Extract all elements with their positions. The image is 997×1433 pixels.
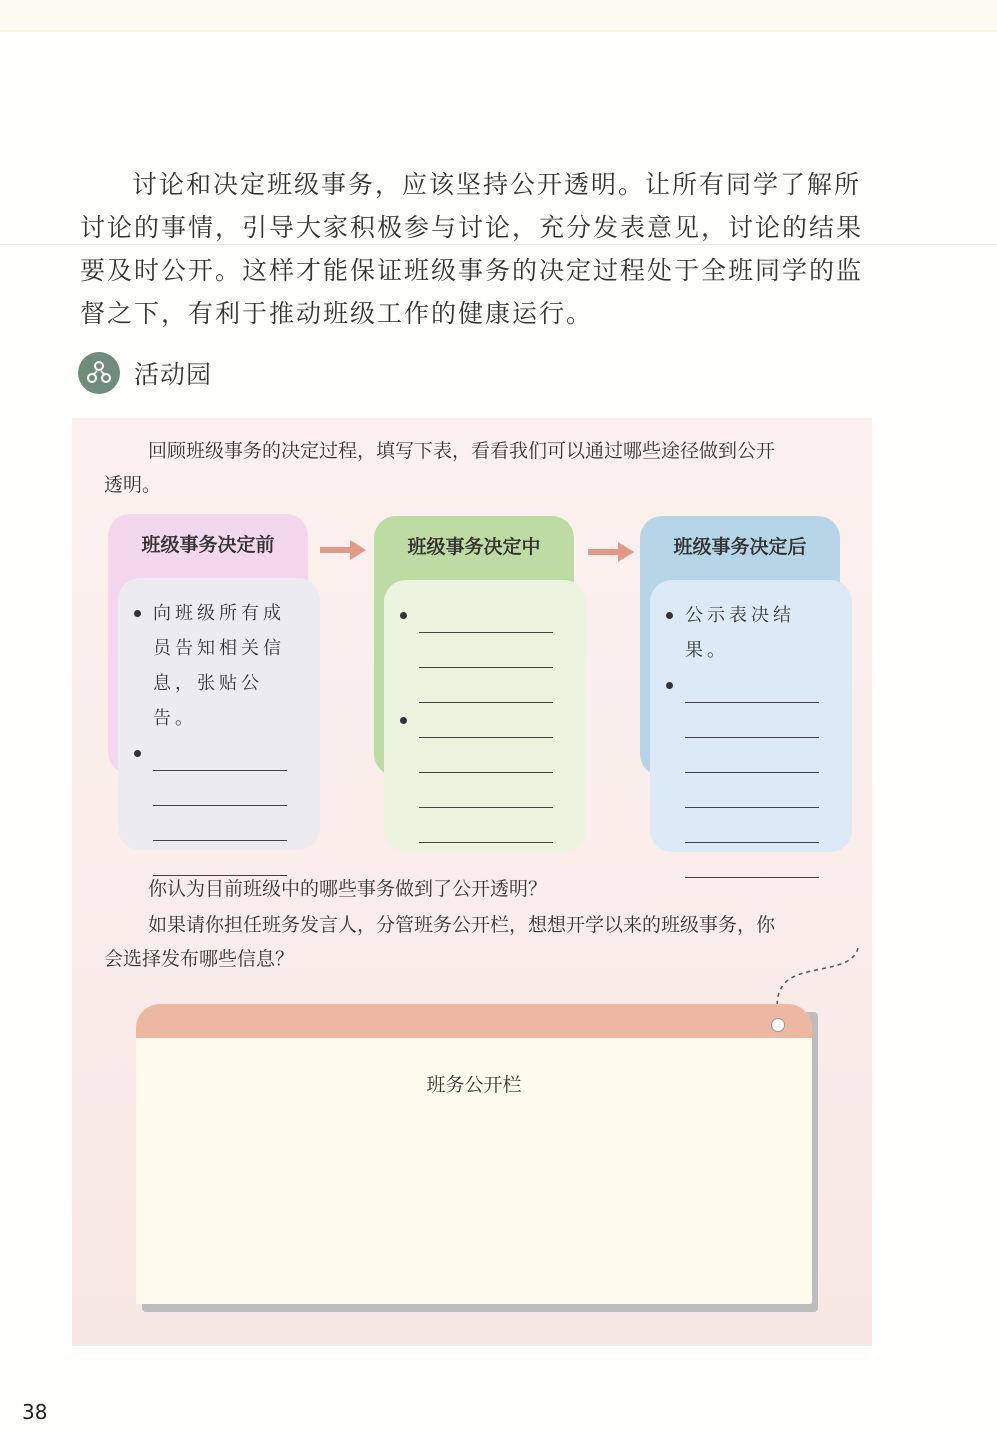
fill-blank-line[interactable] — [419, 703, 553, 738]
fill-blank-line[interactable] — [153, 771, 287, 806]
board-header-strip — [136, 1004, 812, 1038]
fill-blank-line[interactable] — [153, 841, 287, 876]
bullet-dot — [666, 682, 673, 689]
fill-blank-line[interactable] — [419, 598, 553, 633]
blank-lines — [685, 668, 819, 878]
bullet-dot — [134, 750, 141, 757]
arrow-right-icon — [588, 542, 634, 562]
bullet-text: 公示表决结果。 — [685, 605, 795, 661]
page-top-band — [0, 0, 997, 30]
bullet-item — [134, 596, 306, 736]
bullet-dot — [666, 612, 673, 619]
paragraph-line: 督之下，有利于推动班级工作的健康运行。 — [80, 299, 594, 328]
body-paragraph — [80, 163, 890, 335]
blank-lines — [419, 598, 553, 703]
intro-line: 回顾班级事务的决定过程，填写下表，看看我们可以通过哪些途径做到公开 — [148, 440, 776, 462]
fill-blank-line[interactable] — [153, 736, 287, 771]
bullet-dot — [400, 717, 407, 724]
bullet-text: 向班级所有成员告知相关信息，张贴公告。 — [153, 603, 285, 729]
stage-title: 班级事务决定前 — [141, 534, 275, 556]
hands-icon — [78, 352, 120, 394]
blank-lines — [419, 703, 553, 843]
board-title: 班务公开栏 — [426, 1074, 522, 1096]
fill-blank-line[interactable] — [419, 668, 553, 703]
stage-title: 班级事务决定中 — [407, 536, 541, 558]
question-line: 如果请你担任班务发言人，分管班务公开栏，想想开学以来的班级事务，你 — [148, 914, 776, 936]
pin-icon — [771, 1018, 785, 1032]
fill-blank-line[interactable] — [685, 773, 819, 808]
stage-before — [108, 514, 322, 854]
fill-blank-line[interactable] — [419, 633, 553, 668]
fill-blank-line[interactable] — [153, 806, 287, 841]
fill-blank-line[interactable] — [419, 808, 553, 843]
bullet-dot — [400, 612, 407, 619]
fill-blank-line[interactable] — [685, 808, 819, 843]
bullet-dot — [134, 610, 141, 617]
stage-title: 班级事务决定后 — [673, 536, 807, 558]
stage-card — [384, 580, 586, 852]
fill-blank-line[interactable] — [685, 738, 819, 773]
page-top-rule — [0, 30, 997, 32]
section-heading — [78, 350, 212, 396]
paragraph-line: 讨论的事情，引导大家积极参与讨论，充分发表意见，讨论的结果 — [80, 213, 864, 242]
fill-blank-line[interactable] — [685, 703, 819, 738]
fill-blank-line[interactable] — [419, 773, 553, 808]
question-line: 会选择发布哪些信息？ — [104, 948, 295, 970]
paragraph-line: 讨论和决定班级事务，应该坚持公开透明。让所有同学了解所 — [132, 170, 862, 199]
stage-card — [650, 580, 852, 852]
question-1: 你认为目前班级中的哪些事务做到了公开透明？ — [148, 878, 548, 900]
fill-blank-line[interactable] — [419, 738, 553, 773]
bullet-item — [666, 598, 838, 668]
activity-intro — [104, 434, 864, 502]
bullet-item — [400, 703, 572, 843]
fill-blank-line[interactable] — [685, 668, 819, 703]
stage-during — [374, 516, 588, 856]
stage-after — [640, 516, 854, 856]
notice-board — [136, 1004, 812, 1304]
intro-line: 透明。 — [104, 474, 162, 496]
bullet-item — [666, 668, 838, 878]
section-title: 活动园 — [134, 360, 213, 389]
arrow-right-icon — [320, 540, 366, 560]
question-2 — [104, 908, 864, 976]
paragraph-line: 要及时公开。这样才能保证班级事务的决定过程处于全班同学的监 — [80, 256, 864, 285]
bullet-item — [400, 598, 572, 703]
blank-lines — [153, 736, 287, 876]
stage-card — [118, 578, 320, 850]
bullet-item — [134, 736, 306, 876]
page-number: 38 — [22, 1400, 48, 1424]
